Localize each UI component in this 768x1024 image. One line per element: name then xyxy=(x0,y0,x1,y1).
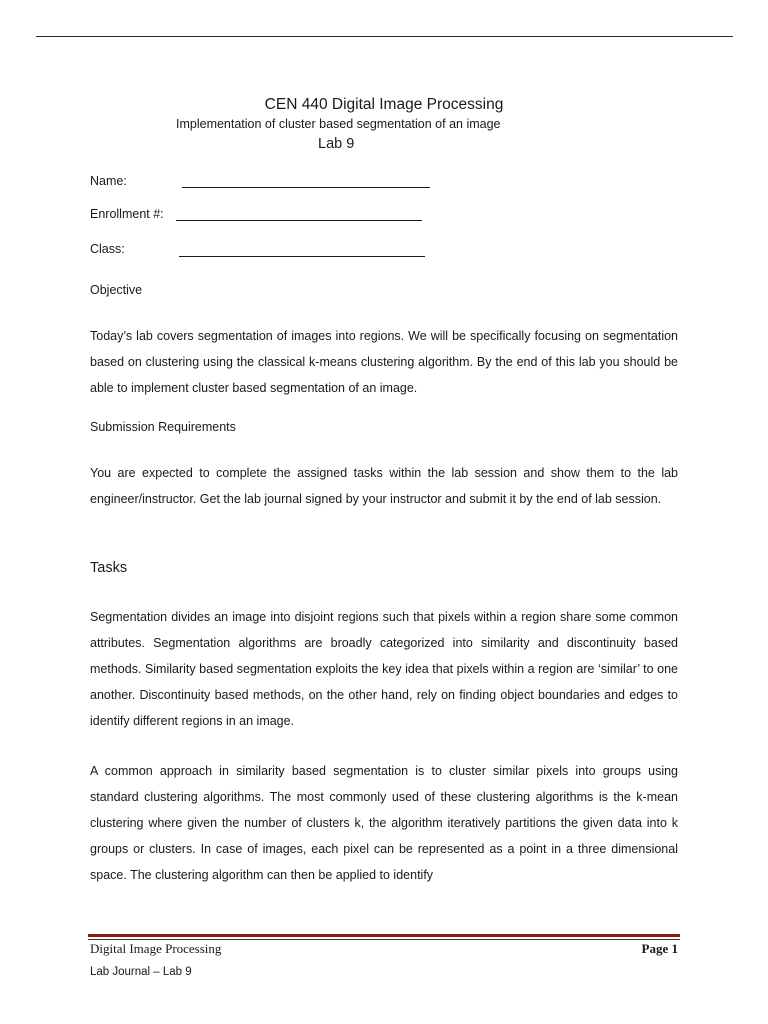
footer-lab-journal: Lab Journal – Lab 9 xyxy=(90,966,192,978)
objective-heading: Objective xyxy=(90,283,143,297)
top-rule xyxy=(36,36,733,37)
class-blank-line xyxy=(179,256,425,257)
tasks-heading: Tasks xyxy=(90,560,128,576)
class-label: Class: xyxy=(90,242,125,256)
lab-number: Lab 9 xyxy=(318,136,355,152)
enrollment-blank-line xyxy=(176,220,422,221)
tasks-paragraph-1: Segmentation divides an image into disjoint regions such that pixels within a region share some common attributes. Segmentation algorithms are broadly categorized into similarity and discontinuity based methods. Similarity based segmentation exploits the key idea that pixels within a region are ‘similar’ to one another. Discontinuity based methods, on the other hand, rely on finding object boundaries and edges to identify different regions in an image. xyxy=(90,610,678,728)
document-subtitle: Implementation of cluster based segmentation of an image xyxy=(176,117,501,131)
submission-paragraph: You are expected to complete the assigned tasks within the lab session and show them to the lab engineer/instructor. Get the lab journal signed by your instructor and submit it by the end of lab session. xyxy=(90,466,678,506)
tasks-paragraph-2: A common approach in similarity based segmentation is to cluster similar pixels into groups using standard clustering algorithms. The most commonly used of these clustering algorithms is the k-mean clustering where given the number of clusters k, the algorithm iteratively partitions the given data into k groups or clusters. In case of images, each pixel can be represented as a point in a three dimensional space. The clustering algorithm can then be applied to identify xyxy=(90,764,678,882)
footer-course-name: Digital Image Processing xyxy=(90,941,222,956)
page-number: Page 1 xyxy=(641,941,678,956)
footer-rule-thin xyxy=(88,939,680,940)
name-label: Name: xyxy=(90,174,127,188)
course-title: CEN 440 Digital Image Processing xyxy=(264,96,504,113)
name-blank-line xyxy=(182,187,430,188)
submission-heading: Submission Requirements xyxy=(90,420,236,434)
footer-rule xyxy=(88,934,680,937)
enrollment-label: Enrollment #: xyxy=(90,207,164,221)
objective-paragraph: Today’s lab covers segmentation of images into regions. We will be specifically focusing on segmentation based on clustering using the classical k-means clustering algorithm. By the end of this lab you should be able to implement cluster based segmentation of an image. xyxy=(90,329,678,395)
